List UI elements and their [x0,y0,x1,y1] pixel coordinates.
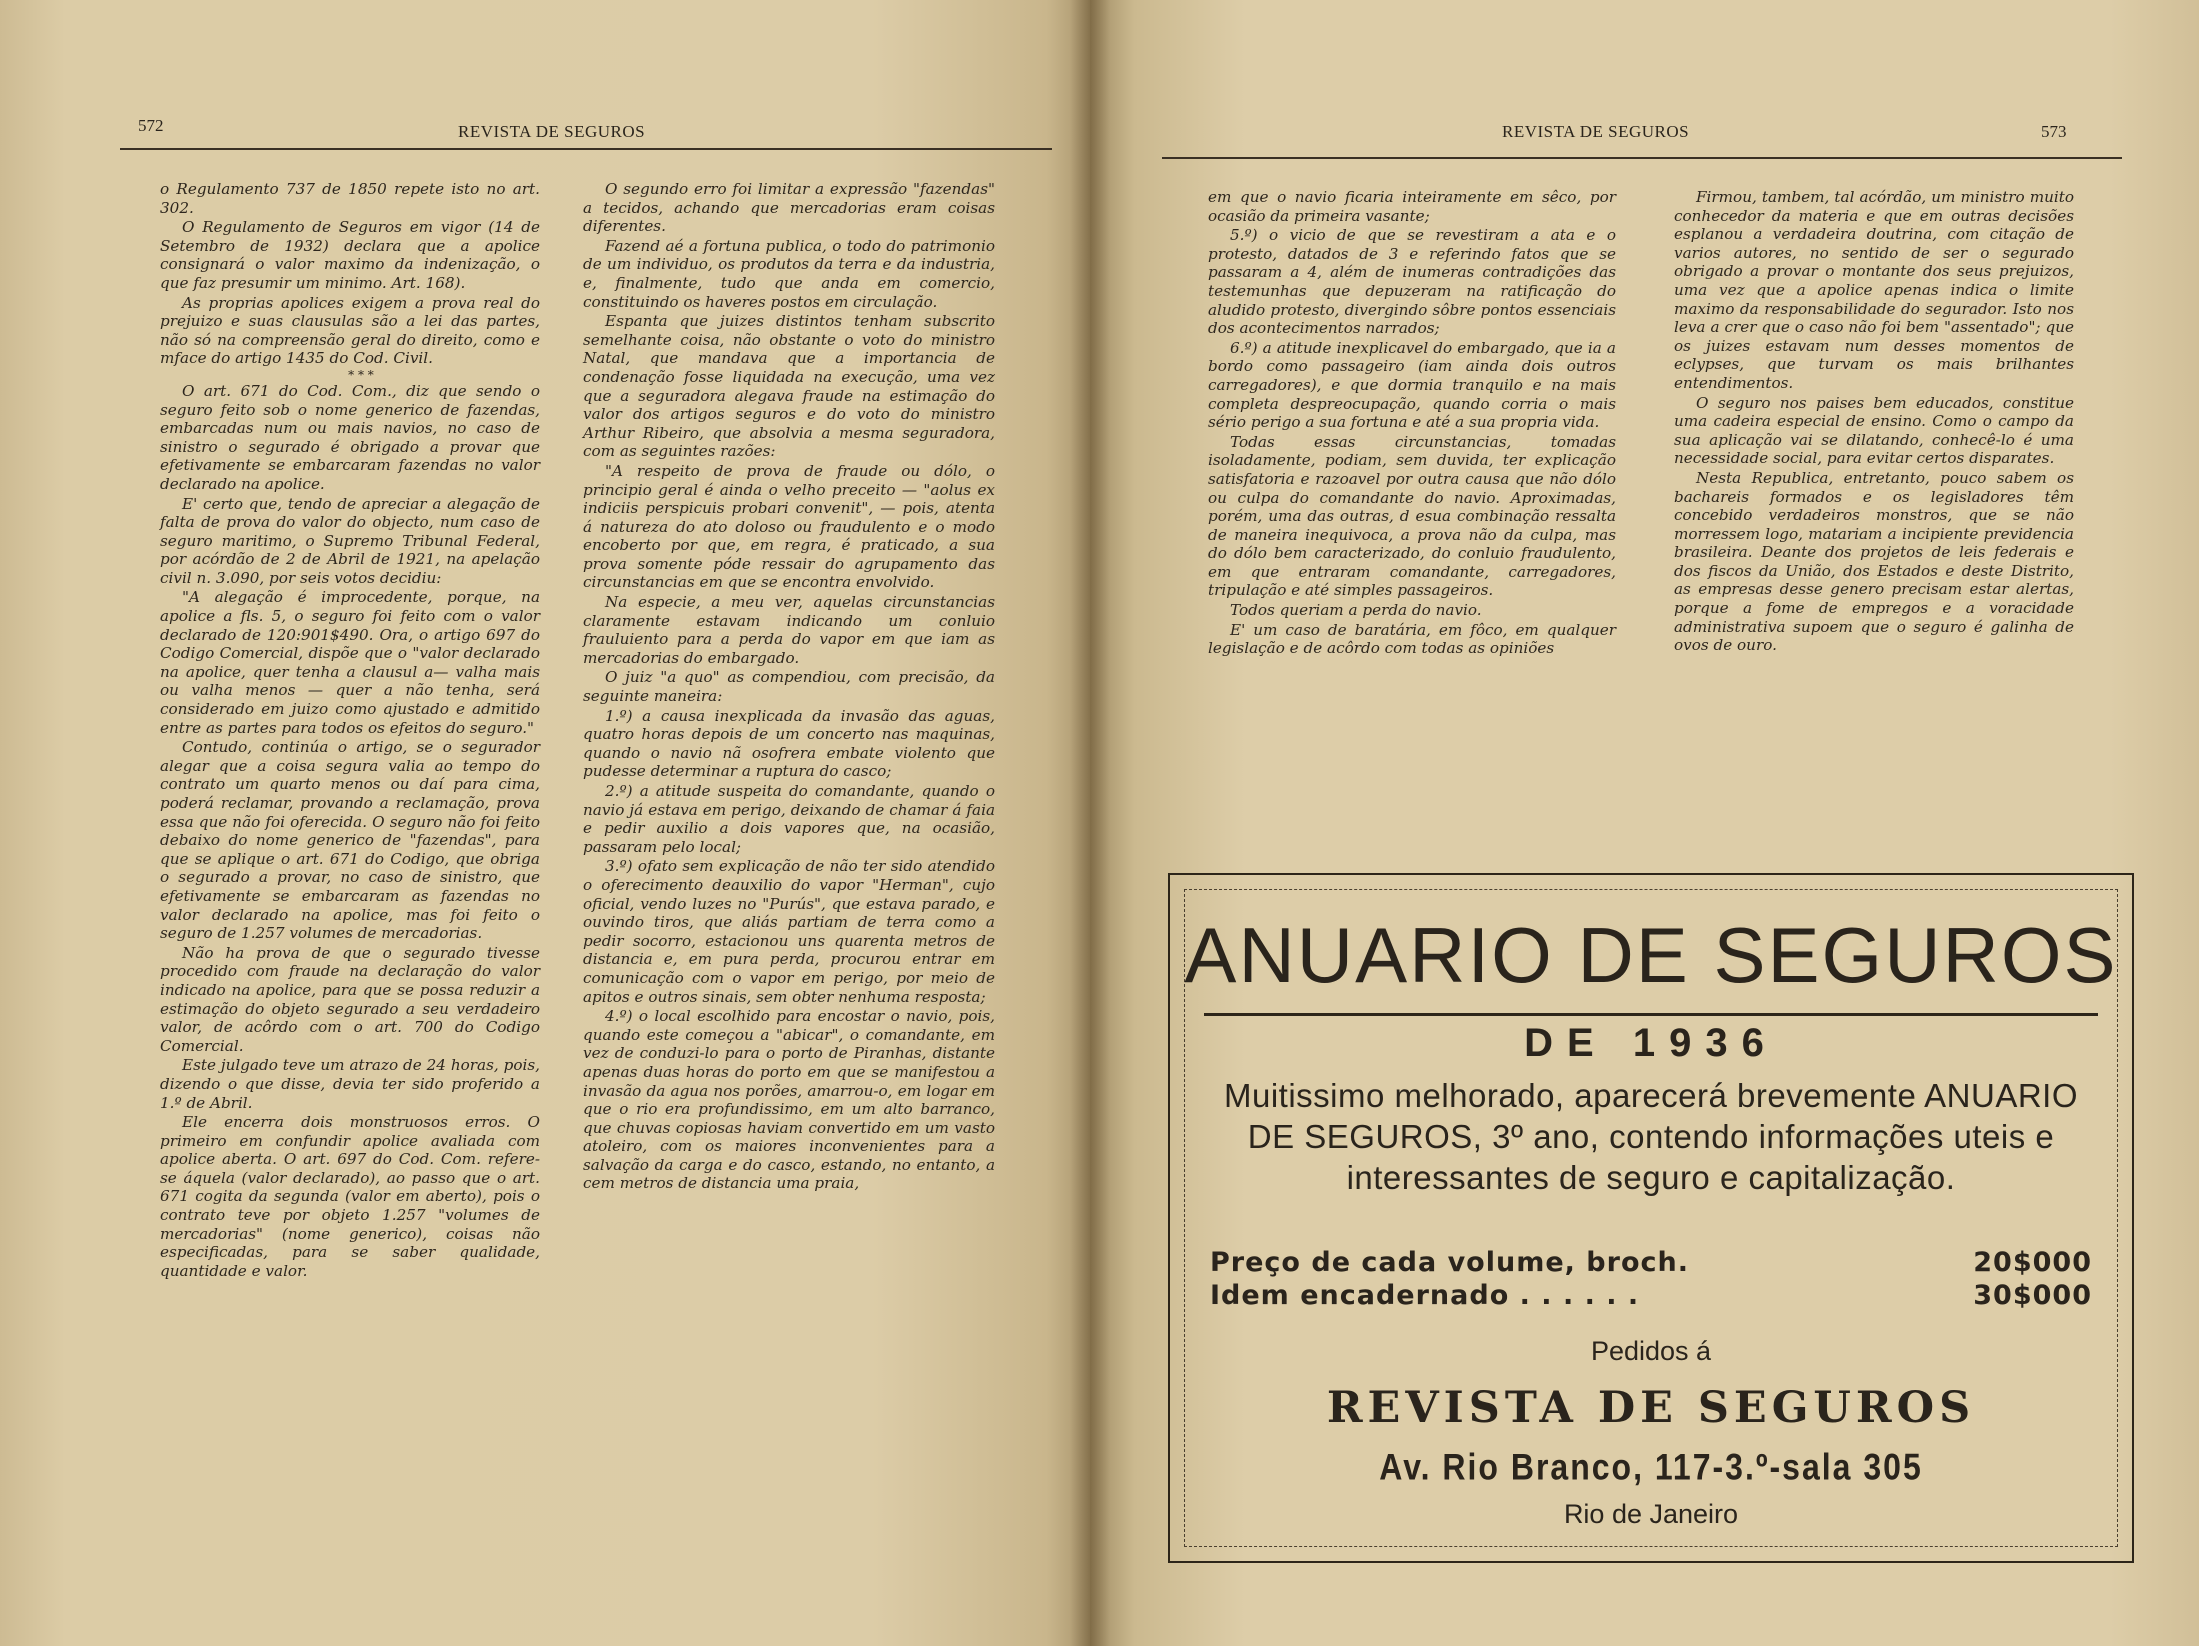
ad-title-rule [1204,1013,2098,1016]
list-item: 4.º) o local escolhido para encostar o navio, pois, quando este começou a "abicar", o comandante, em vez de conduzi-lo para o porto de Piranhas, distante apenas duas horas do porto em que se manifestou a invasão da agua nos porões, amarrou-o, em logar em que o rio era profundissimo, em um alto barranco, que chuvas copiosas haviam convertido em um vasto atoleiro, com os maiores inconvenientes para a salvação da carga e do casco, estando, no entanto, a cem metros de distancia uma praia, [583,1007,995,1193]
paragraph: Fazend aé a fortuna publica, o todo do patrimonio de um individuo, os produtos da terra e da industria, e, finalmente, tudo que anda em comercio, constituindo os haveres postos em circulação. [583,236,995,311]
ad-title: ANUARIO DE SEGUROS [1184,911,2118,999]
text-column-1 [1208,188,1616,659]
ad-address: Av. Rio Branco, 117-3.º-sala 305 [1379,1446,1923,1488]
running-head: REVISTA DE SEGUROS [458,122,646,141]
price-label: Preço de cada volume, broch. [1210,1247,1689,1278]
paragraph: O juiz "a quo" as compendiou, com precisão, da seguinte maneira: [583,668,995,706]
text-column-2 [1674,188,2074,656]
ad-publisher: REVISTA DE SEGUROS [1326,1383,1976,1433]
header-rule [1162,157,2122,159]
paragraph: O segundo erro foi limitar a expressão "fazendas" a tecidos, achando que mercadorias eram coisas diferentes. [583,180,995,236]
paragraph: E' certo que, tendo de apreciar a alegação de falta de prova do valor do objecto, num caso de seguro maritimo, o Supremo Tribunal Federal, por acórdão de 2 de Abril de 1921, na apelação civil n. 3.090, por seis votos decidiu: [160,494,540,587]
paragraph: As proprias apolices exigem a prova real do prejuizo e suas clausulas são a lei das partes, não só na compreensão geral do direito, como e mface do artigo 1435 do Cod. Civil. [160,293,540,368]
left-page [0,0,1090,1646]
ad-description: Muitissimo melhorado, aparecerá brevemente ANUARIO DE SEGUROS, 3º ano, contendo informações uteis e interessantes de seguro e capitalização. [1223,1077,2078,1196]
list-item: 6.º) a atitude inexplicavel do embargado, que ia a bordo como passageiro (iam ainda dois outros carregadores), e que dormia tranquilo e na mais completa despreocupação, quando corria o mais sério perigo a sua fortuna e até a sua propria vida. [1208,338,1616,432]
paragraph: Ele encerra dois monstruosos erros. O primeiro em confundir apolice avaliada com apolice aberta. O art. 697 do Cod. Com. refere-se áquela (valor declarado), ao passo que o art. 671 cogita da segunda (valor em aberto), pois o contrato teve por objeto 1.257 "volumes de mercadorias" (nome generico), coisas não especificadas, para se saber qualidade, quantidade e valor. [160,1113,540,1280]
paragraph: E' um caso de baratária, em fôco, em qualquer legislação e de acôrdo com todas as opiniões [1208,620,1616,658]
text-column-1 [160,180,540,1281]
running-head: REVISTA DE SEGUROS [1502,122,1690,141]
page-number: 573 [2041,122,2067,141]
paragraph: em que o navio ficaria inteiramente em sêco, por ocasião da primeira vasante; [1208,188,1616,225]
page-number: 572 [138,116,164,135]
price-value: 30$000 [1973,1280,2092,1311]
paragraph: O seguro nos paises bem educados, constitue uma cadeira especial de ensino. Como o campo da sua aplicação vai se dilatando, conhecê-lo é uma necessidade social, para evitar certos disparates. [1674,393,2074,468]
paragraph: Este julgado teve um atrazo de 24 horas, pois, dizendo o que disse, devia ter sido proferido a 1.º de Abril. [160,1056,540,1112]
paragraph: O Regulamento de Seguros em vigor (14 de Setembro de 1932) declara que a apolice consignará o valor maximo da indenização, o que faz presumir um minimo. Art. 168). [160,218,540,292]
paragraph: Todos queriam a perda do navio. [1230,601,1482,620]
paragraph: O art. 671 do Cod. Com., diz que sendo o seguro feito sob o nome generico de fazendas, embarcadas num ou mais navios, no caso de sinistro o segurado é obrigado a provar que efetivamente se embarcaram fazendas no valor declarado na apolice. [160,381,540,493]
paragraph: Firmou, tambem, tal acórdão, um ministro muito conhecedor da materia e que em outras decisões esplanou a verdadeira doutrina, com citação de varios autores, no sentido de ser o segurado obrigado a provar o montante dos seus prejuizos, uma vez que a apolice apenas indica o limite maximo da responsabilidade do segurador. Isto nos leva a crer que o caso não foi bem "assentado"; que os juizes estavam num desses momentos de eclypses, que turvam os mais brilhantes entendimentos. [1674,188,2074,392]
paragraph: o Regulamento 737 de 1850 repete isto no art. 302. [160,180,540,217]
ad-city: Rio de Janeiro [1563,1499,1739,1529]
paragraph: Nesta Republica, entretanto, pouco sabem os bachareis formados e os legisladores têm concebido verdadeiros monstros, que se não morressem logo, matariam a incipiente previdencia brasileira. Deante dos projetos de leis federais e dos fiscos da União, dos Estados e deste Distrito, as empresas desse genero precisam estar alertas, porque a fome de empregos e a voracidade administrativa supoem que o seguro é galinha de ovos de ouro. [1674,468,2074,655]
paragraph: Espanta que juizes distintos tenham subscrito semelhante coisa, não obstante o voto do ministro Natal, que mandava que a importancia de condenação fosse liquidada na execução, uma vez que a seguradora alegava fraude na estimação do valor dos artigos seguros e do voto do ministro Arthur Ribeiro, que absolvia a mesma seguradora, com as seguintes razões: [583,312,995,461]
list-item: 2.º) a atitude suspeita do comandante, quando o navio já estava em perigo, deixando de chamar á faia e pedir auxilio a dois vapores que, na ocasião, passaram pelo local; [583,782,995,856]
price-value: 20$000 [1973,1247,2092,1278]
ad-year: DE 1936 [1524,1021,1778,1065]
ad-orders: Pedidos á [1590,1336,1712,1366]
text-column-2 [583,180,995,1194]
list-item: 1.º) a causa inexplicada da invasão das aguas, quatro horas depois de um concerto nas maquinas, quando o navio nã osofrera embate violento que pudesse determinar a ruptura do casco; [583,706,995,781]
advertisement-box [1168,873,2134,1563]
paragraph: Todas essas circunstancias, tomadas isoladamente, podiam, sem duvida, ter explicação satisfatoria e razoavel por outra causa que não dólo ou culpa do comandante do navio. Aproximadas, porém, uma das outras, d esua combinação ressalta de maneira inequivoca, a prova não da culpa, mas do dólo bem caracterizado, do conluio fraudulento, em que entraram comandante, carregadores, tripulação e até simples passageiros. [1208,432,1616,600]
list-item: 3.º) ofato sem explicação de não ter sido atendido o oferecimento deauxilio do vapor "Herman", cujo oficial, vendo luzes no "Purús", que estava parado, e ouvindo tiros, que aliás partiam de terra como a pedir socorro, estacionou uns quarenta metros de distancia e, em pura perda, procurou entrar em comunicação com o vapor em perigo, por meio de apitos e outros sinais, sem obter nenhuma resposta; [583,857,995,1006]
quotation: "A alegação é improcedente, porque, na apolice a fls. 5, o seguro foi feito com o valor declarado de 120:901$490. Ora, o artigo 697 do Codigo Comercial, dispõe que o "valor declarado na apolice, quer tenha a clausul a— valha mais ou valha menos — quer a não tenha, será considerado em juizo como ajustado e admitido entre as partes para todos os efeitos do seguro." [160,588,540,737]
quotation: "A respeito de prova de fraude ou dólo, o principio geral é ainda o velho preceito — "aolus ex indiciis perspicuis probari convenit", — pois, atenta á natureza do ato doloso ou fraudulento e o modo encoberto por que, em regra, é praticado, a sua prova somente póde ressair do agrupamento das circunstancias em que se encontra envolvido. [583,461,995,592]
paragraph: Não ha prova de que o segurado tivesse procedido com fraude na declaração do valor indicado na apolice, para que se possa reduzir a estimação do objeto segurado a seu verdadeiro valor, de acôrdo com o art. 700 do Codigo Comercial. [160,943,540,1055]
book-gutter [1070,0,1110,1646]
paragraph: Contudo, continúa o artigo, se o segurador alegar que a coisa segura valia ao tempo do contrato um quarto menos ou daí para cima, poderá reclamar, provando a reclamação, prova essa que não foi oferecida. O seguro não foi feito debaixo do nome generico de "fazendas", para que se aplique o art. 671 do Codigo, que obriga o segurado a provar, no caso de sinistro, que efetivamente se embarcaram as fazendas no valor declarado na apolice, mas foi feito o seguro de 1.257 volumes de mercadorias. [160,738,540,943]
list-item: 5.º) o vicio de que se revestiram a ata e o protesto, datados de 3 e referindo fatos que se passaram a 4, além de inumeras contradições das testemunhas que depuzeram na ratificação do aludido protesto, divergindo sôbre pontos essenciais dos acontecimentos narrados; [1208,226,1616,338]
paragraph: Na especie, a meu ver, aquelas circunstancias claramente estavam indicando um conluio frauluiento para a perda do vapor em que iam as mercadorias do embargado. [583,593,995,667]
price-label: Idem encadernado . . . . . . [1210,1280,1640,1311]
header-rule [120,148,1052,150]
section-separator: * * * [348,367,374,382]
